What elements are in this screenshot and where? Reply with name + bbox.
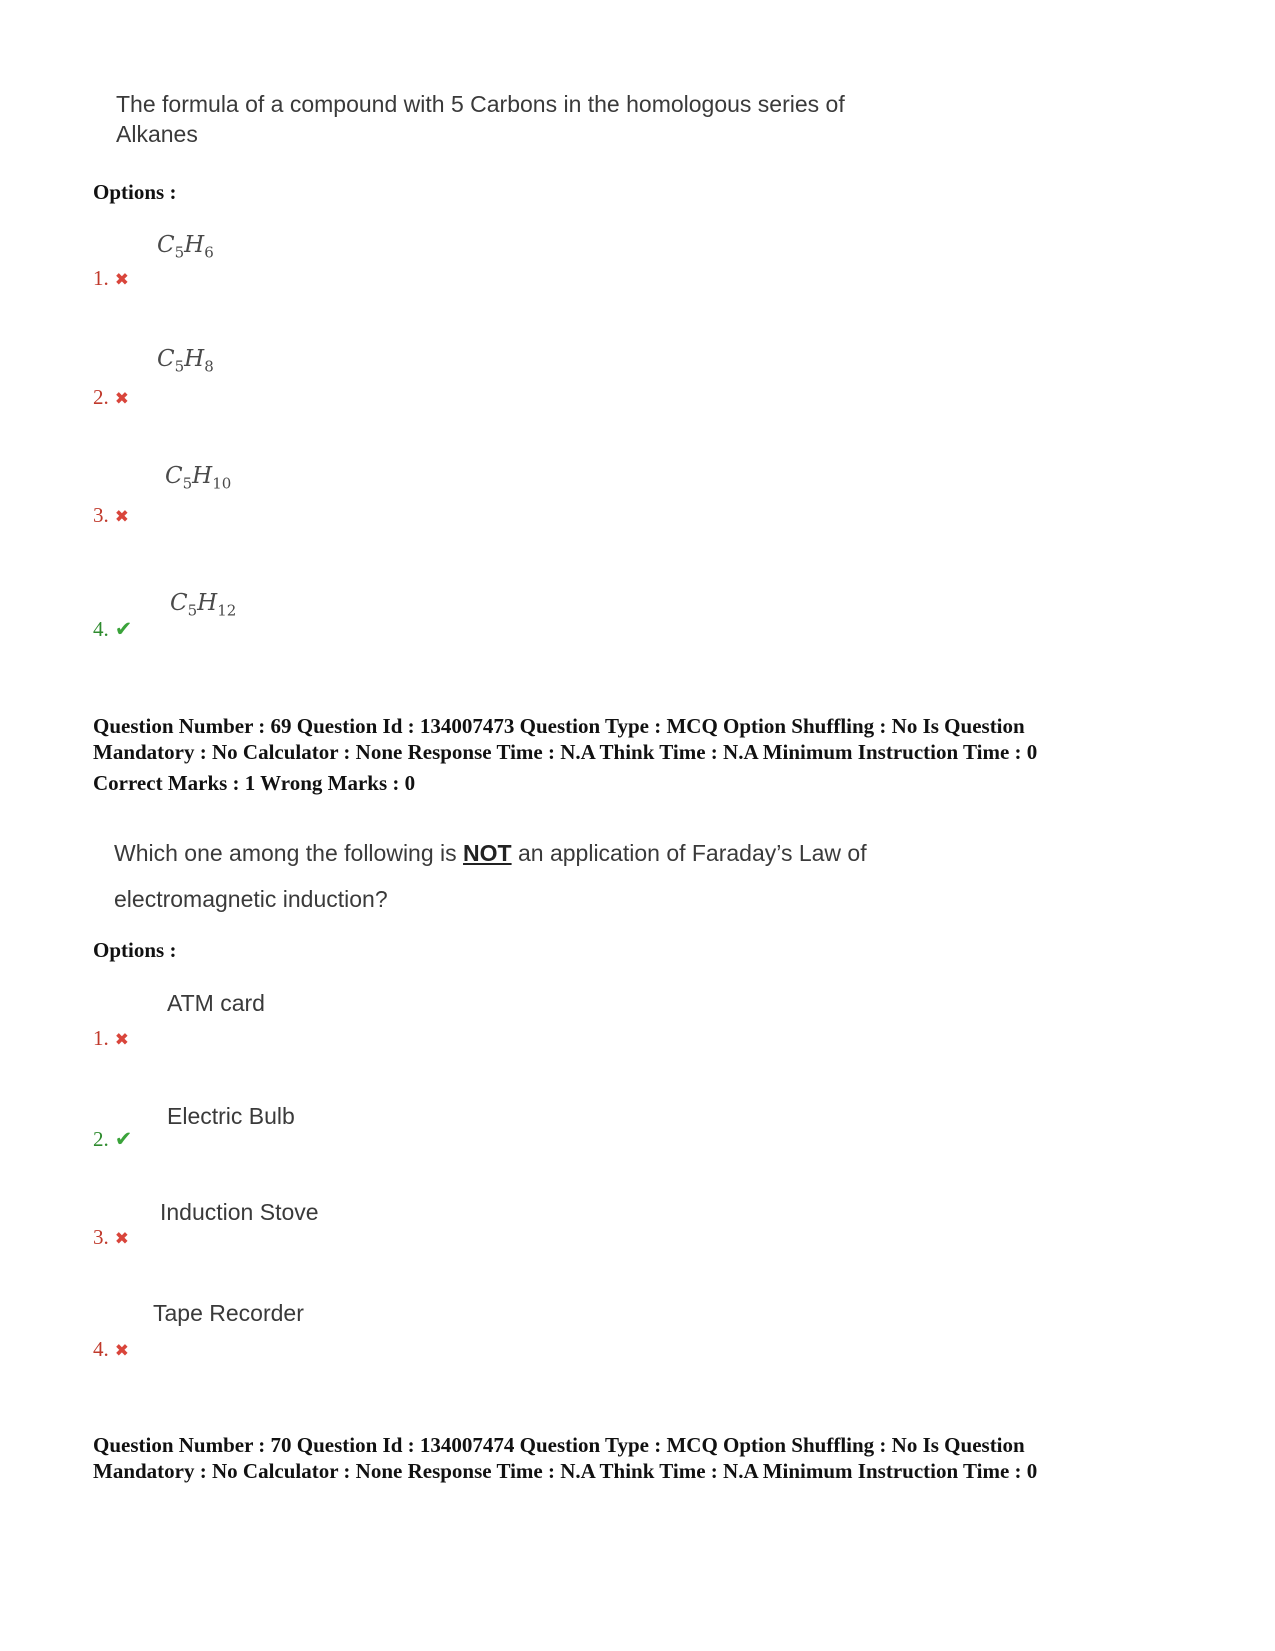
cross-icon: ✖: [114, 270, 129, 290]
meta-line: Question Number : 69 Question Id : 134007473 Question Type : MCQ Option Shuffling : No Is Question: [93, 714, 1025, 738]
option-number-label: 3.: [93, 1225, 109, 1249]
question-text-line: electromagnetic induction?: [114, 886, 388, 912]
subscript: 8: [204, 357, 214, 376]
option-number: [93, 1127, 132, 1152]
element-symbol: H: [184, 346, 205, 372]
option-number: [93, 503, 129, 528]
cross-icon: ✖: [114, 507, 129, 527]
option-number: [93, 1225, 129, 1250]
option-text: Induction Stove: [160, 1199, 319, 1225]
subscript: 5: [174, 243, 185, 262]
option-number-label: 2.: [93, 1127, 109, 1151]
meta-line: Correct Marks : 1 Wrong Marks : 0: [93, 771, 416, 795]
question-68-text: [116, 89, 845, 149]
element-symbol: H: [192, 463, 213, 489]
cross-icon: ✖: [114, 1229, 129, 1249]
meta-line: Mandatory : No Calculator : None Response Time : N.A Think Time : N.A Minimum Instruction Time : 0: [93, 1459, 1038, 1483]
option-number: [93, 1026, 129, 1051]
question-text-part: Which one among the following is: [114, 840, 464, 866]
option-text: ATM card: [167, 990, 265, 1016]
option-number: [93, 385, 129, 410]
subscript: 5: [174, 357, 185, 376]
question-text-line: Alkanes: [116, 121, 198, 147]
subscript: 5: [187, 601, 198, 620]
options-label: Options :: [93, 938, 177, 962]
question-text-part: an application of Faraday’s Law of: [511, 840, 867, 866]
option-text: Tape Recorder: [153, 1300, 304, 1326]
option-number-label: 4.: [93, 617, 109, 641]
option-formula: [157, 346, 214, 376]
cross-icon: ✖: [114, 1030, 129, 1050]
element-symbol: C: [165, 463, 183, 489]
question-70-meta: [93, 1432, 1037, 1484]
question-69-meta: [93, 713, 1037, 796]
meta-line: Mandatory : No Calculator : None Response Time : N.A Think Time : N.A Minimum Instruction Time : 0: [93, 740, 1038, 764]
option-formula: [157, 232, 214, 262]
option-number: [93, 617, 132, 642]
option-text: Electric Bulb: [167, 1103, 295, 1129]
options-label: Options :: [93, 180, 177, 204]
option-number: [93, 1337, 129, 1362]
option-number-label: 2.: [93, 385, 109, 409]
option-number-label: 1.: [93, 1026, 109, 1050]
question-69-text: [114, 830, 867, 922]
subscript: 6: [204, 243, 214, 262]
subscript: 5: [182, 474, 193, 493]
subscript: 12: [217, 601, 237, 620]
element-symbol: C: [157, 232, 175, 258]
option-number: [93, 266, 129, 291]
cross-icon: ✖: [114, 389, 129, 409]
element-symbol: H: [184, 232, 205, 258]
emphasis-not: NOT: [463, 840, 512, 866]
option-formula: [165, 463, 231, 493]
option-number-label: 4.: [93, 1337, 109, 1361]
subscript: 10: [212, 474, 232, 493]
element-symbol: C: [157, 346, 175, 372]
check-icon: ✔: [114, 617, 133, 641]
element-symbol: H: [197, 590, 218, 616]
option-number-label: 3.: [93, 503, 109, 527]
question-text-line: [114, 830, 867, 876]
meta-line: Question Number : 70 Question Id : 134007474 Question Type : MCQ Option Shuffling : No Is Question: [93, 1433, 1025, 1457]
cross-icon: ✖: [114, 1341, 129, 1361]
option-formula: [170, 590, 236, 620]
element-symbol: C: [170, 590, 188, 616]
option-number-label: 1.: [93, 266, 109, 290]
question-text-line: The formula of a compound with 5 Carbons in the homologous series of: [116, 91, 845, 117]
check-icon: ✔: [114, 1127, 133, 1151]
